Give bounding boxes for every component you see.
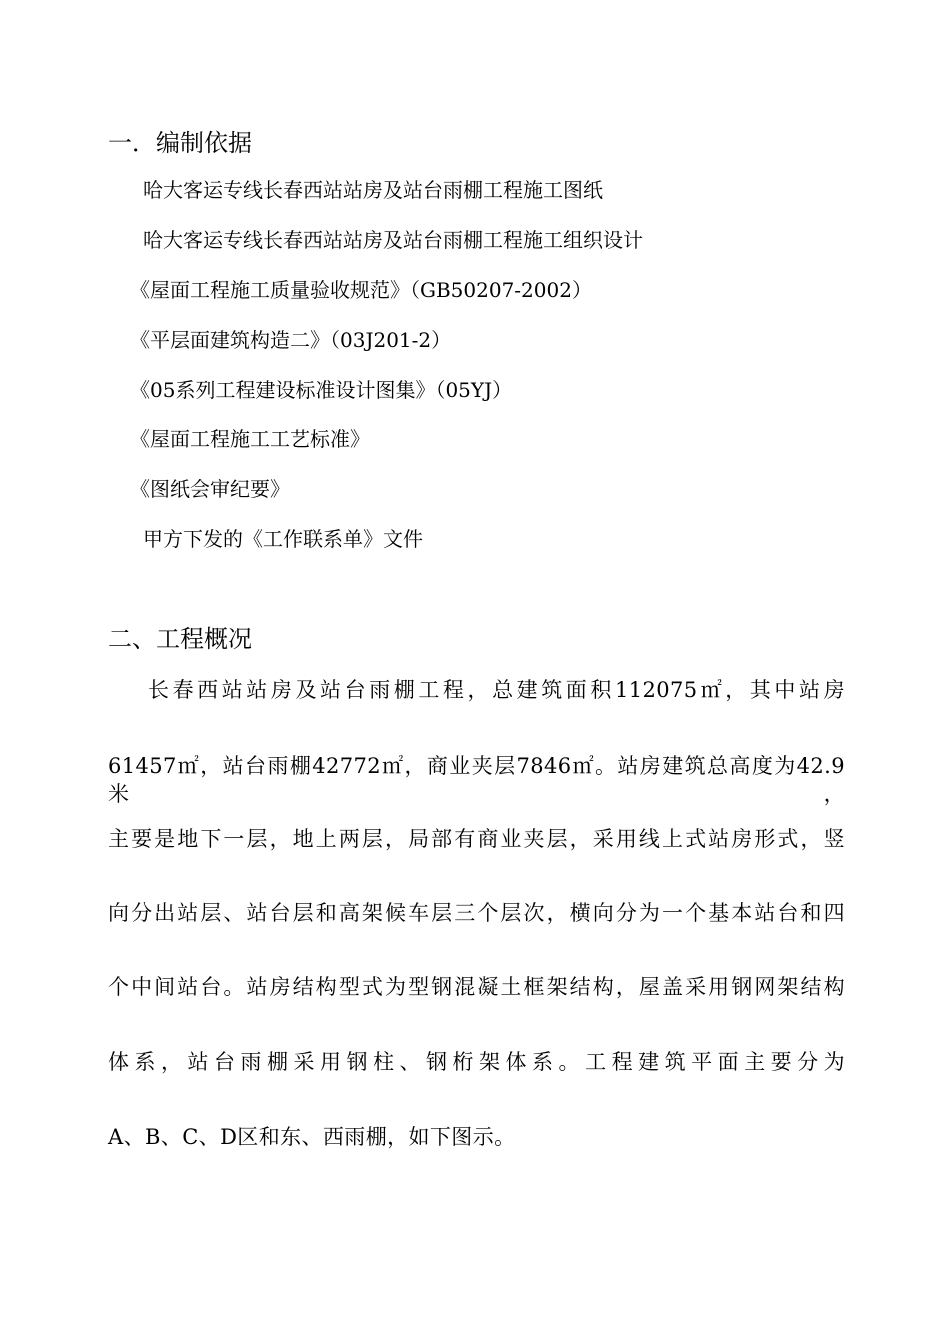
- reference-item-6: 《屋面工程施工工艺标准》: [130, 427, 370, 451]
- section-1-heading: 一．编制依据: [108, 129, 252, 157]
- overview-paragraph-line-1: 长春西站站房及站台雨棚工程，总建筑面积112075㎡，其中站房: [148, 678, 845, 702]
- overview-paragraph-line-7: A、B、C、D区和东、西雨棚，如下图示。: [108, 1125, 516, 1149]
- reference-item-3: 《屋面工程施工质量验收规范》（GB50207-2002）: [130, 278, 592, 302]
- reference-item-7: 《图纸会审纪要》: [130, 477, 290, 501]
- reference-item-2: 哈大客运专线长春西站站房及站台雨棚工程施工组织设计: [143, 228, 643, 252]
- overview-paragraph-line-5: 个中间站台。站房结构型式为型钢混凝土框架结构，屋盖采用钢网架结构: [108, 975, 845, 999]
- section-2-heading: 二、工程概况: [108, 625, 252, 653]
- reference-item-1: 哈大客运专线长春西站站房及站台雨棚工程施工图纸: [143, 178, 603, 202]
- reference-item-8: 甲方下发的《工作联系单》文件: [143, 527, 423, 551]
- reference-item-5: 《05系列工程建设标准设计图集》（05YJ）: [130, 378, 513, 402]
- reference-item-4: 《平层面建筑构造二》（03J201-2）: [130, 328, 452, 352]
- overview-paragraph-line-2: 61457㎡，站台雨棚42772㎡，商业夹层7846㎡。站房建筑总高度为42.9米，: [108, 754, 845, 806]
- overview-paragraph-line-4: 向分出站层、站台层和高架候车层三个层次，横向分为一个基本站台和四: [108, 901, 845, 925]
- overview-paragraph-line-3: 主要是地下一层，地上两层，局部有商业夹层，采用线上式站房形式，竖: [108, 827, 845, 851]
- overview-paragraph-line-6: 体系，站台雨棚采用钢柱、钢桁架体系。工程建筑平面主要分为: [108, 1050, 845, 1074]
